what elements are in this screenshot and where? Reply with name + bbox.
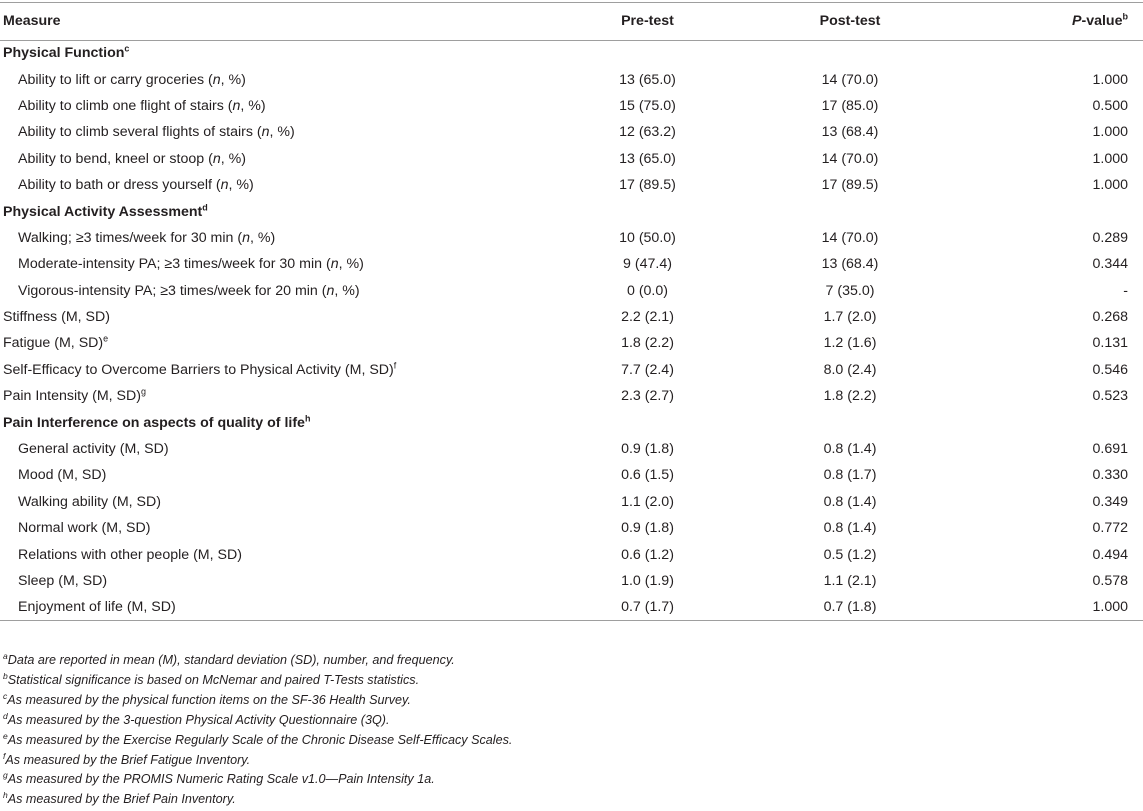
footnote [3,691,1133,711]
table-row [0,409,1143,435]
pre-test-cell: 1.0 (1.9) [621,573,674,589]
measure-cell [0,172,560,198]
table-row [0,66,1143,92]
measure-label: Pain Interference on aspects of quality of life [3,414,305,431]
measure-label: Ability to climb several flights of stairs [18,124,253,141]
measure-label: Fatigue (M, SD) [3,335,104,352]
post-test-cell [735,409,965,435]
footnote-text: As measured by the Brief Pain Inventory. [7,792,236,807]
stat-close: , %) [240,97,266,114]
table-row [0,172,1143,198]
table-row [0,93,1143,119]
p-value-cell: - [1123,282,1128,299]
footnote-letter: a [3,650,8,661]
stat-n: n [220,177,229,194]
pre-test-cell: 15 (75.0) [619,97,676,114]
post-test-cell: 1.7 (2.0) [823,309,877,326]
measure-label: Self-Efficacy to Overcome Barriers to Physical Activity (M, SD) [3,361,394,378]
measure-label: Vigorous-intensity PA; ≥3 times/week for 20 min [18,282,318,299]
stat-n: n [232,97,241,114]
post-test-cell: 13 (68.4) [821,256,879,273]
p-value-cell: 1.000 [1092,71,1128,88]
header-pre-test: Pre-test [560,3,735,40]
footnote [3,731,1133,751]
measure-label: Mood (M, SD) [18,467,107,484]
footnote [3,671,1133,691]
pre-test-cell: 12 (63.2) [619,124,676,141]
header-row [0,3,1143,40]
measure-label: Pain Intensity (M, SD) [3,388,141,405]
measure-label: Relations with other people (M, SD) [18,546,242,563]
measure-cell [0,304,560,330]
measure-cell [0,278,560,304]
p-value-cell: 0.546 [1092,361,1128,378]
measure-label: General activity (M, SD) [18,441,169,458]
table-row [0,304,1143,330]
footnote-letter: g [3,770,8,781]
stat-n: n [212,71,221,88]
footnote-mark: h [304,412,311,423]
table-row [0,251,1143,277]
pre-test-cell: 0.9 (1.8) [621,520,674,537]
header-p-value [965,3,1143,40]
measure-label: Ability to bath or dress yourself [18,177,212,194]
footnote-letter: e [3,730,8,741]
p-value-cell: 0.500 [1092,97,1128,114]
footnote [3,651,1133,671]
measure-cell [0,594,560,620]
header-post-test: Post-test [735,3,965,40]
table-row [0,436,1143,462]
stat-n: n [212,150,221,167]
table-row [0,40,1143,66]
header-p-letter: P [1072,13,1082,30]
measure-cell [0,251,560,277]
p-value-cell [965,198,1143,224]
footnote-mark: d [202,201,208,212]
table-row [0,568,1143,594]
measure-cell [0,383,560,409]
stat-n: n [330,256,339,273]
stat-n: n [242,229,250,246]
measure-label: Walking; ≥3 times/week for 30 min [18,229,234,246]
footnote-letter: d [3,710,8,721]
table-row [0,119,1143,145]
footnote-text: Statistical significance is based on McNemar and paired T-Tests statistics. [7,672,420,687]
stat-open: ( [317,282,327,299]
table-row [0,357,1143,383]
measure-cell [0,568,560,594]
header-measure: Measure [0,3,560,40]
stat-close: , %) [269,124,295,141]
pre-test-cell [560,40,735,66]
p-value-cell: 0.523 [1092,388,1128,405]
p-value-cell: 0.344 [1092,256,1128,273]
post-test-cell: 0.7 (1.8) [735,594,965,620]
footnote-text: As measured by the physical function items on the SF-36 Health Survey. [7,692,411,707]
results-table [0,3,1143,621]
post-test-cell: 0.8 (1.4) [823,520,877,537]
stat-open: ( [204,150,213,167]
pre-test-cell: 0 (0.0) [626,282,668,299]
measure-cell [0,40,560,66]
footnote-letter: f [3,750,6,761]
table-row [0,594,1143,620]
post-test-cell: 1.2 (1.6) [823,335,877,352]
p-value-cell: 0.131 [1092,335,1128,352]
post-test-cell: 17 (89.5) [821,177,879,194]
footnote-mark: g [140,386,146,397]
footnote-text: As measured by the Exercise Regularly Scale of the Chronic Disease Self-Efficacy Scales. [7,732,513,747]
stat-open: ( [322,256,331,273]
post-test-cell: 0.8 (1.4) [823,493,877,510]
p-value-cell: 1.000 [965,594,1143,620]
measure-cell [0,146,560,172]
pre-test-cell: 17 (89.5) [619,177,676,194]
pre-test-cell [560,198,735,224]
table-row [0,198,1143,224]
post-test-cell: 0.8 (1.4) [823,441,877,458]
stat-open: ( [223,97,233,114]
p-value-cell: 0.330 [1092,467,1128,484]
measure-label: Enjoyment of life (M, SD) [18,599,176,616]
stat-close: , %) [338,256,364,273]
measure-cell [0,462,560,488]
p-value-cell: 1.000 [1092,177,1128,194]
stat-close: , %) [228,177,254,194]
footnote-mark: f [393,360,397,371]
measure-cell [0,409,560,435]
post-test-cell: 14 (70.0) [821,229,879,246]
p-value-cell: 0.494 [1092,546,1128,563]
p-value-cell: 0.578 [1092,573,1128,589]
footnote [3,770,1133,790]
pre-test-cell: 0.7 (1.7) [560,594,735,620]
measure-cell [0,357,560,383]
pre-test-cell: 1.8 (2.2) [621,335,674,352]
pre-test-cell: 0.6 (1.5) [621,467,674,484]
post-test-cell: 13 (68.4) [821,124,879,141]
measure-cell [0,198,560,224]
p-value-cell [965,409,1143,435]
post-test-cell: 0.8 (1.7) [823,467,877,484]
measure-label: Physical Function [3,45,125,62]
header-p-sup: b [1122,11,1128,22]
measure-cell [0,541,560,567]
p-value-cell: 0.349 [1092,493,1128,510]
measure-label: Moderate-intensity PA; ≥3 times/week for 30 min [18,256,323,273]
p-value-cell: 0.268 [1092,309,1128,326]
p-value-cell: 1.000 [1092,124,1128,141]
p-value-cell: 1.000 [1092,150,1128,167]
pre-test-cell: 10 (50.0) [619,229,676,246]
pre-test-cell [560,409,735,435]
table-row [0,462,1143,488]
pre-test-cell: 0.9 (1.8) [621,441,674,458]
pre-test-cell: 1.1 (2.0) [621,493,674,510]
measure-cell [0,225,560,251]
footnote-text: As measured by the Brief Fatigue Inventory. [5,752,251,767]
table-row [0,383,1143,409]
stat-open: ( [233,229,243,246]
pre-test-cell: 13 (65.0) [619,71,676,88]
post-test-cell [735,40,965,66]
table-row [0,146,1143,172]
p-value-cell [965,40,1143,66]
measure-label: Ability to lift or carry groceries [18,71,205,88]
p-value-cell: 0.691 [1092,441,1128,458]
footnote [3,790,1133,810]
stat-n: n [261,124,270,141]
p-value-cell: 0.289 [1092,229,1128,246]
measure-label: Sleep (M, SD) [18,573,108,589]
measure-cell [0,119,560,145]
post-test-cell: 17 (85.0) [821,97,879,114]
stat-open: ( [211,177,221,194]
measure-cell [0,436,560,462]
stat-open: ( [252,124,262,141]
measure-cell [0,66,560,92]
table-body [0,40,1143,621]
stat-open: ( [204,71,213,88]
table-row [0,225,1143,251]
measure-cell [0,489,560,515]
measure-label: Stiffness (M, SD) [3,309,110,326]
post-test-cell [735,198,965,224]
post-test-cell: 8.0 (2.4) [823,361,877,378]
table-row [0,515,1143,541]
pre-test-cell: 0.6 (1.2) [621,546,674,563]
post-test-cell: 1.1 (2.1) [823,573,877,589]
measure-cell [0,93,560,119]
header-p-rest: -value [1081,13,1123,30]
footnote-text: Data are reported in mean (M), standard deviation (SD), number, and frequency. [7,653,455,667]
measure-label: Ability to climb one flight of stairs [18,97,224,114]
footnote-text: As measured by the PROMIS Numeric Rating Scale v1.0—Pain Intensity 1a. [7,772,435,787]
p-value-cell: 0.772 [1092,520,1128,537]
footnote [3,751,1133,771]
footnote-mark: c [124,43,130,54]
stat-close: , %) [334,282,360,299]
table-row [0,489,1143,515]
table-row [0,330,1143,356]
stat-n: n [326,282,335,299]
footnote-mark: e [103,333,109,344]
pre-test-cell: 2.3 (2.7) [621,388,674,405]
measure-label: Physical Activity Assessment [3,203,203,220]
table-row [0,278,1143,304]
pre-test-cell: 13 (65.0) [619,150,676,167]
footnote-letter: b [3,670,8,681]
post-test-cell: 0.5 (1.2) [823,546,877,563]
footnote-text: As measured by the 3-question Physical Activity Questionnaire (3Q). [7,712,390,727]
footnote-letter: h [3,790,8,801]
post-test-cell: 14 (70.0) [821,150,879,167]
pre-test-cell: 2.2 (2.1) [621,309,674,326]
stat-close: , %) [220,150,246,167]
measure-label: Walking ability (M, SD) [18,493,161,510]
measure-label: Ability to bend, kneel or stoop [18,150,205,167]
footnotes [3,651,1133,810]
pre-test-cell: 9 (47.4) [623,256,672,273]
measure-cell [0,515,560,541]
post-test-cell: 7 (35.0) [825,282,875,299]
stat-close: , %) [249,229,276,246]
pre-test-cell: 7.7 (2.4) [621,361,674,378]
measure-cell [0,330,560,356]
post-test-cell: 14 (70.0) [821,71,879,88]
stat-close: , %) [220,71,246,88]
footnote-letter: c [3,690,8,701]
post-test-cell: 1.8 (2.2) [823,388,877,405]
table-row [0,541,1143,567]
measure-label: Normal work (M, SD) [18,520,151,537]
footnote [3,711,1133,731]
